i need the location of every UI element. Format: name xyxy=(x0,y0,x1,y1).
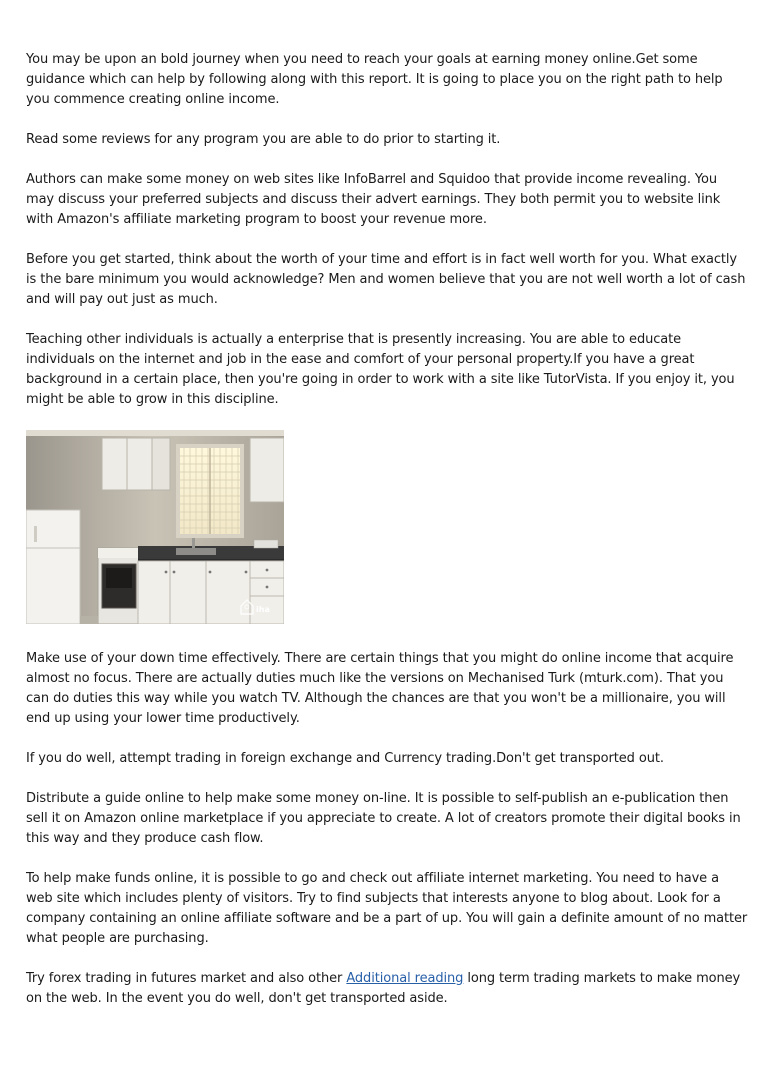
paragraph-downtime: Make use of your down time effectively. There are certain things that you might do online income that acquire almost no focus. There are actually duties much like the versions on Mechanised Turk (mturk.com). That you can do duties this way while you watch TV. Although the chances are that you won't be a millionaire, you will end up using your lower time productively. xyxy=(26,651,734,726)
paragraph-teaching: Teaching other individuals is actually a enterprise that is presently increasing. You are able to educate individuals on the internet and job in the ease and comfort of your personal property.If you have a great background in a certain place, then you're going in order to work with a site like TutorVista. If you enjoy it, you might be able to grow in this discipline. xyxy=(26,332,735,407)
futures-text-after: long term trading markets to make money on the web. In the event you do well, don't get transported aside. xyxy=(26,971,741,1006)
watermark-text: iha xyxy=(256,605,270,614)
paragraph-forex: If you do well, attempt trading in foreign exchange and Currency trading.Don't get transported out. xyxy=(26,751,664,766)
additional-reading-link[interactable]: Additional reading xyxy=(346,971,464,986)
futures-text-before: Try forex trading in futures market and also other xyxy=(26,971,347,986)
paragraph-worth: Before you get started, think about the worth of your time and effort is in fact well worth for you. What exactly is the bare minimum you would acknowledge? Men and women believe that you are not well worth a lot of cash and will pay out just as much. xyxy=(26,252,746,307)
kitchen-photo xyxy=(26,430,284,624)
paragraph-authors: Authors can make some money on web sites like InfoBarrel and Squidoo that provide income revealing. You may discuss your preferred subjects and discuss their advert earnings. They both permit you to website link with Amazon's affiliate marketing program to boost your revenue more. xyxy=(26,172,721,227)
paragraph-publish: Distribute a guide online to help make some money on-line. It is possible to self-publish an e-publication then sell it on Amazon online marketplace if you appreciate to create. A lot of creators promote their digital books in this way and they produce cash flow. xyxy=(26,791,741,846)
paragraph-reviews: Read some reviews for any program you are able to do prior to starting it. xyxy=(26,132,501,147)
paragraph-affiliate: To help make funds online, it is possible to go and check out affiliate internet marketing. You need to have a web site which includes plenty of visitors. Try to find subjects that interests anyone to blog about. Look for a company containing an online affiliate software and be a part of up. You will gain a definite amount of no matter what people are purchasing. xyxy=(26,871,748,946)
paragraph-intro: You may be upon an bold journey when you need to reach your goals at earning money online.Get some guidance which can help by following along with this report. It is going to place you on the right path to help you commence creating online income. xyxy=(26,52,723,107)
paragraph-futures xyxy=(26,969,748,1009)
article-body xyxy=(26,50,748,1029)
